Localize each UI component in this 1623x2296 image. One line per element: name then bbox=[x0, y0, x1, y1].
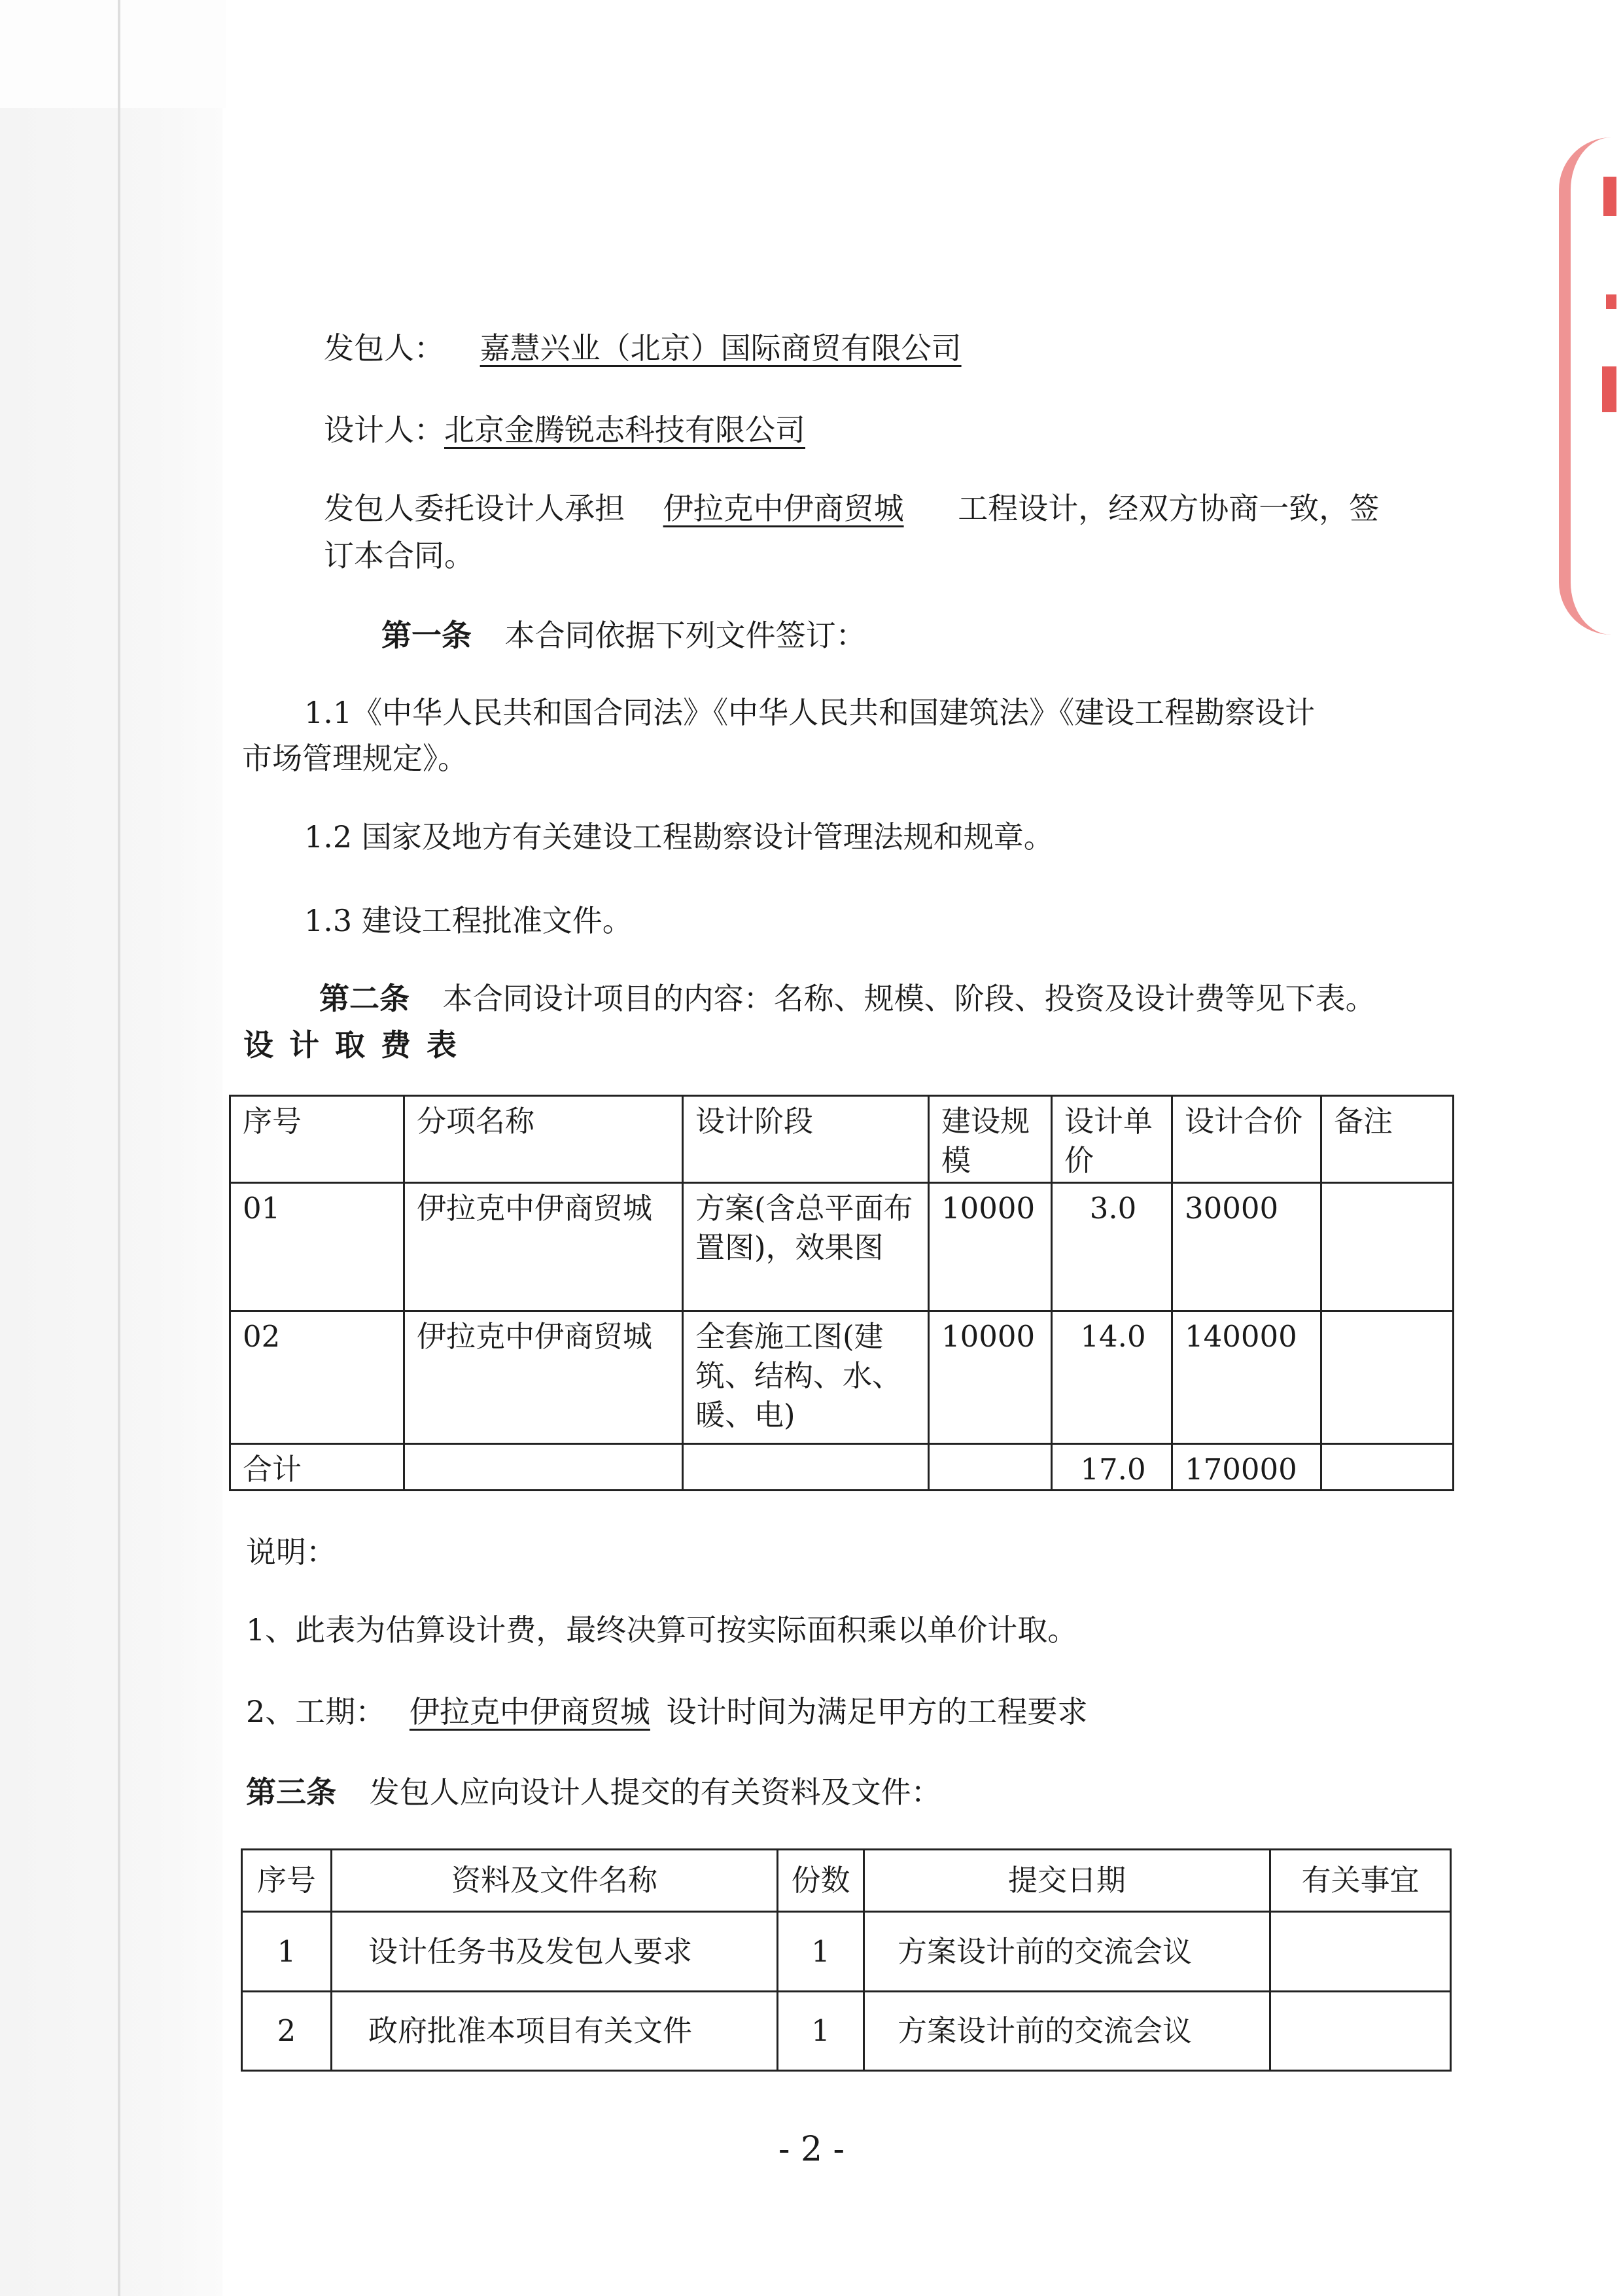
header-no: 序号 bbox=[242, 1850, 332, 1912]
cell-empty bbox=[929, 1444, 1052, 1491]
fee-table-header bbox=[230, 1096, 1454, 1183]
header-note: 备注 bbox=[1321, 1096, 1454, 1183]
header-date: 提交日期 bbox=[864, 1850, 1270, 1912]
header-stage: 设计阶段 bbox=[683, 1096, 929, 1183]
cell-unit-price: 14.0 bbox=[1052, 1311, 1172, 1444]
cell-note bbox=[1270, 1912, 1451, 1992]
party-a-line bbox=[324, 329, 962, 367]
cell-unit-price: 3.0 bbox=[1052, 1183, 1172, 1311]
article3-line bbox=[246, 1773, 941, 1811]
table-row bbox=[230, 1311, 1454, 1444]
header-matters: 有关事宜 bbox=[1270, 1850, 1451, 1912]
page-number: - 2 - bbox=[778, 2130, 845, 2169]
cell-no: 1 bbox=[242, 1912, 332, 1992]
cell-date: 方案设计前的交流会议 bbox=[864, 1912, 1270, 1992]
notes-item-2 bbox=[246, 1693, 1088, 1731]
cell-doc-name: 政府批准本项目有关文件 bbox=[332, 1992, 778, 2071]
cell-date: 方案设计前的交流会议 bbox=[864, 1992, 1270, 2071]
fee-table-title: 设 计 取 费 表 bbox=[243, 1027, 460, 1063]
fee-table bbox=[229, 1095, 1454, 1491]
notes-item-1: 1、此表为估算设计费，最终决算可按实际面积乘以单价计取。 bbox=[246, 1612, 1078, 1648]
header-doc-name: 资料及文件名称 bbox=[332, 1850, 778, 1912]
commission-line2: 订本合同。 bbox=[324, 538, 474, 573]
red-seal-mark bbox=[1602, 366, 1616, 412]
sum-row bbox=[230, 1444, 1454, 1491]
header-no: 序号 bbox=[230, 1096, 404, 1183]
cell-no: 01 bbox=[230, 1183, 404, 1311]
documents-table-header bbox=[242, 1850, 1451, 1912]
notes-item-2-prefix: 2、工期： bbox=[246, 1694, 386, 1729]
notes-title: 说明： bbox=[246, 1534, 336, 1570]
article3-text: 发包人应向设计人提交的有关资料及文件： bbox=[369, 1775, 941, 1810]
red-seal-mark bbox=[1603, 177, 1616, 216]
commission-prefix: 发包人委托设计人承担 bbox=[324, 491, 625, 526]
table-row bbox=[242, 1992, 1451, 2071]
cell-scale: 10000 bbox=[929, 1183, 1052, 1311]
article2-line bbox=[319, 980, 1376, 1017]
scan-fold-line bbox=[118, 0, 120, 2296]
article1-item-1-cont: 市场管理规定》。 bbox=[242, 741, 468, 776]
commission-suffix: 工程设计，经双方协商一致，签 bbox=[958, 491, 1380, 526]
header-total: 设计合价 bbox=[1172, 1096, 1321, 1183]
party-a-label: 发包人： bbox=[324, 330, 444, 366]
article1-item-1: 1.1《中华人民共和国合同法》《中华人民共和国建筑法》《建设工程勘察设计 bbox=[304, 695, 1316, 730]
commission-project: 伊拉克中伊商贸城 bbox=[663, 491, 904, 526]
cell-name: 伊拉克中伊商贸城 bbox=[404, 1183, 683, 1311]
sum-unit-price: 17.0 bbox=[1052, 1444, 1172, 1491]
documents-table bbox=[241, 1848, 1452, 2072]
article1-heading: 第一条 bbox=[381, 618, 472, 653]
article1-item-2: 1.2 国家及地方有关建设工程勘察设计管理法规和规章。 bbox=[304, 819, 1054, 855]
cell-total: 30000 bbox=[1172, 1183, 1321, 1311]
party-b-line bbox=[324, 411, 805, 449]
header-copies: 份数 bbox=[778, 1850, 864, 1912]
header-name: 分项名称 bbox=[404, 1096, 683, 1183]
article2-text: 本合同设计项目的内容：名称、规模、阶段、投资及设计费等见下表。 bbox=[442, 981, 1376, 1016]
article2-heading: 第二条 bbox=[319, 981, 410, 1016]
cell-stage: 全套施工图(建筑、结构、水、暖、电) bbox=[683, 1311, 929, 1444]
table-row bbox=[230, 1183, 1454, 1311]
cell-copies: 1 bbox=[778, 1992, 864, 2071]
table-row bbox=[242, 1912, 1451, 1992]
notes-item-2-project: 伊拉克中伊商贸城 bbox=[409, 1694, 650, 1729]
article1-item-3: 1.3 建设工程批准文件。 bbox=[304, 903, 633, 938]
cell-empty bbox=[1321, 1444, 1454, 1491]
party-b-label: 设计人： bbox=[324, 412, 444, 448]
sum-total: 170000 bbox=[1172, 1444, 1321, 1491]
cell-doc-name: 设计任务书及发包人要求 bbox=[332, 1912, 778, 1992]
cell-note bbox=[1270, 1992, 1451, 2071]
party-b-name: 北京金腾锐志科技有限公司 bbox=[444, 412, 805, 448]
article1-text: 本合同依据下列文件签订： bbox=[504, 618, 866, 653]
article1-line bbox=[381, 616, 866, 654]
scan-patch bbox=[0, 0, 226, 108]
scan-shadow bbox=[0, 0, 222, 2296]
notes-item-2-suffix: 设计时间为满足甲方的工程要求 bbox=[666, 1694, 1088, 1729]
cell-scale: 10000 bbox=[929, 1311, 1052, 1444]
cell-no: 2 bbox=[242, 1992, 332, 2071]
cell-name: 伊拉克中伊商贸城 bbox=[404, 1311, 683, 1444]
article3-heading: 第三条 bbox=[246, 1775, 336, 1810]
red-seal-mark bbox=[1606, 294, 1616, 309]
header-scale: 建设规模 bbox=[929, 1096, 1052, 1183]
sum-label: 合计 bbox=[230, 1444, 404, 1491]
cell-empty bbox=[404, 1444, 683, 1491]
party-a-name: 嘉慧兴业（北京）国际商贸有限公司 bbox=[480, 330, 962, 366]
cell-note bbox=[1321, 1311, 1454, 1444]
commission-line1 bbox=[324, 489, 1379, 527]
cell-total: 140000 bbox=[1172, 1311, 1321, 1444]
header-unit-price: 设计单价 bbox=[1052, 1096, 1172, 1183]
cell-note bbox=[1321, 1183, 1454, 1311]
cell-empty bbox=[683, 1444, 929, 1491]
cell-copies: 1 bbox=[778, 1912, 864, 1992]
cell-stage: 方案(含总平面布置图)，效果图 bbox=[683, 1183, 929, 1311]
cell-no: 02 bbox=[230, 1311, 404, 1444]
